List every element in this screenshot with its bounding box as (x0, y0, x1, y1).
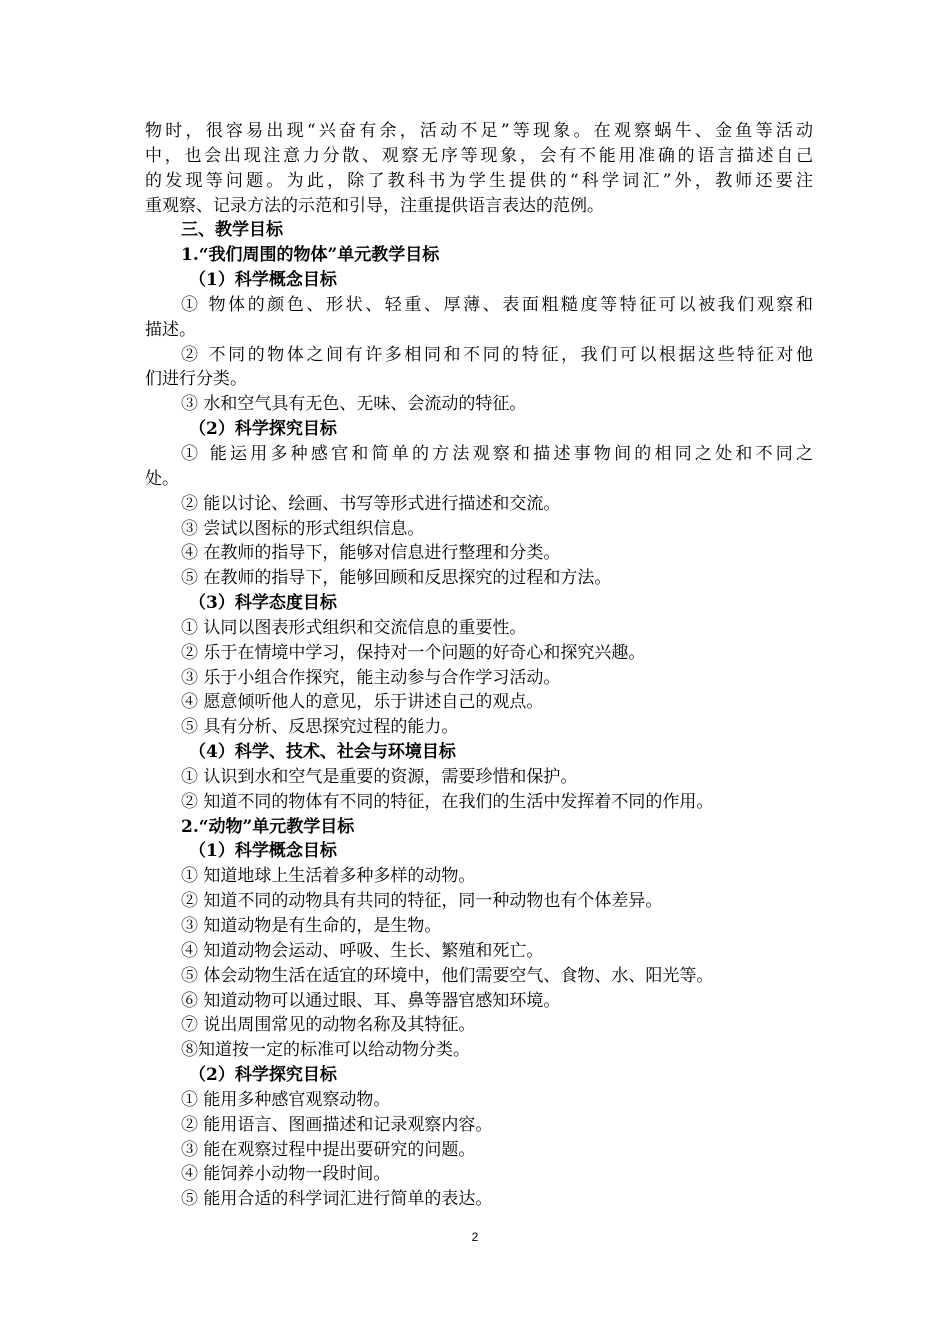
unit1-inquiry-item-1: ① 能运用多种感官和简单的方法观察和描述事物间的相同之处和不同之 (181, 443, 813, 464)
unit2-concept-item: ③ 知道动物是有生命的，是生物。 (181, 916, 442, 936)
unit1-inquiry-item-2: ② 能以讨论、绘画、书写等形式进行描述和交流。 (181, 493, 561, 514)
unit2-concept-item: ⑤ 体会动物生活在适宜的环境中，他们需要空气、食物、水、阳光等。 (181, 965, 714, 986)
unit1-concept-heading: （1）科学概念目标 (189, 270, 337, 291)
paragraph-line: 中，也会出现注意力分散、观察无序等现象，会有不能用准确的语言描述自己 (145, 145, 813, 166)
unit1-inquiry-item-4: ④ 在教师的指导下，能够对信息进行整理和分类。 (181, 543, 561, 564)
unit1-sts-heading: （4）科学、技术、社会与环境目标 (189, 742, 456, 763)
unit2-concept-item: ④ 知道动物会运动、呼吸、生长、繁殖和死亡。 (181, 940, 544, 961)
unit2-inquiry-item: ① 能用多种感官观察动物。 (181, 1089, 391, 1110)
unit2-concept-item: ② 知道不同的动物具有共同的特征，同一种动物也有个体差异。 (181, 891, 663, 912)
unit1-inquiry-item-3: ③ 尝试以图标的形式组织信息。 (181, 518, 425, 539)
unit1-concept-item-2-cont: 们进行分类。 (145, 369, 247, 390)
unit1-attitude-item: ② 乐于在情境中学习，保持对一个问题的好奇心和探究兴趣。 (181, 642, 646, 663)
section-heading: 三、教学目标 (181, 220, 283, 241)
unit1-sts-item: ① 认识到水和空气是重要的资源，需要珍惜和保护。 (181, 766, 578, 787)
unit1-attitude-item: ③ 乐于小组合作探究，能主动参与合作学习活动。 (181, 667, 561, 688)
unit2-concept-heading: （1）科学概念目标 (189, 841, 337, 862)
page-number: 2 (471, 1230, 479, 1244)
unit1-inquiry-item-5: ⑤ 在教师的指导下，能够回顾和反思探究的过程和方法。 (181, 568, 612, 589)
unit1-title: 1.“我们周围的物体”单元教学目标 (181, 245, 440, 266)
paragraph-line: 物时，很容易出现“兴奋有余，活动不足”等现象。在观察蜗牛、金鱼等活动 (145, 121, 813, 141)
unit1-sts-item: ② 知道不同的物体有不同的特征，在我们的生活中发挥着不同的作用。 (181, 791, 714, 812)
unit2-inquiry-item: ④ 能饲养小动物一段时间。 (181, 1164, 391, 1185)
unit2-inquiry-heading: （2）科学探究目标 (189, 1065, 337, 1086)
unit1-concept-item-2: ② 不同的物体之间有许多相同和不同的特征，我们可以根据这些特征对他 (181, 344, 813, 365)
unit2-inquiry-item: ② 能用语言、图画描述和记录观察内容。 (181, 1114, 493, 1135)
unit1-concept-item-1-cont: 描述。 (145, 319, 196, 340)
unit1-attitude-heading: （3）科学态度目标 (189, 593, 337, 614)
paragraph-line: 的发现等问题。为此，除了教科书为学生提供的“科学词汇”外，教师还要注 (145, 170, 813, 191)
unit2-title: 2.“动物”单元教学目标 (181, 816, 355, 837)
unit2-inquiry-item: ③ 能在观察过程中提出要研究的问题。 (181, 1139, 476, 1160)
unit1-attitude-item: ⑤ 具有分析、反思探究过程的能力。 (181, 717, 459, 738)
unit2-concept-item: ⑧知道按一定的标准可以给动物分类。 (181, 1040, 470, 1061)
unit1-concept-item-1: ① 物体的颜色、形状、轻重、厚薄、表面粗糙度等特征可以被我们观察和 (181, 294, 813, 315)
unit1-concept-item-3: ③ 水和空气具有无色、无味、会流动的特征。 (181, 394, 527, 415)
unit1-inquiry-item-1-cont: 处。 (145, 468, 179, 489)
unit2-inquiry-item: ⑤ 能用合适的科学词汇进行简单的表达。 (181, 1189, 493, 1210)
unit2-concept-item: ① 知道地球上生活着多种多样的动物。 (181, 866, 476, 887)
unit1-inquiry-heading: （2）科学探究目标 (189, 419, 337, 440)
unit2-concept-item: ⑥ 知道动物可以通过眼、耳、鼻等器官感知环境。 (181, 990, 561, 1011)
paragraph-line: 重观察、记录方法的示范和引导，注重提供语言表达的范例。 (145, 195, 604, 216)
unit1-attitude-item: ④ 愿意倾听他人的意见，乐于讲述自己的观点。 (181, 692, 544, 713)
unit1-attitude-item: ① 认同以图表形式组织和交流信息的重要性。 (181, 617, 527, 638)
document-page (145, 119, 813, 1212)
unit2-concept-item: ⑦ 说出周围常见的动物名称及其特征。 (181, 1015, 476, 1036)
